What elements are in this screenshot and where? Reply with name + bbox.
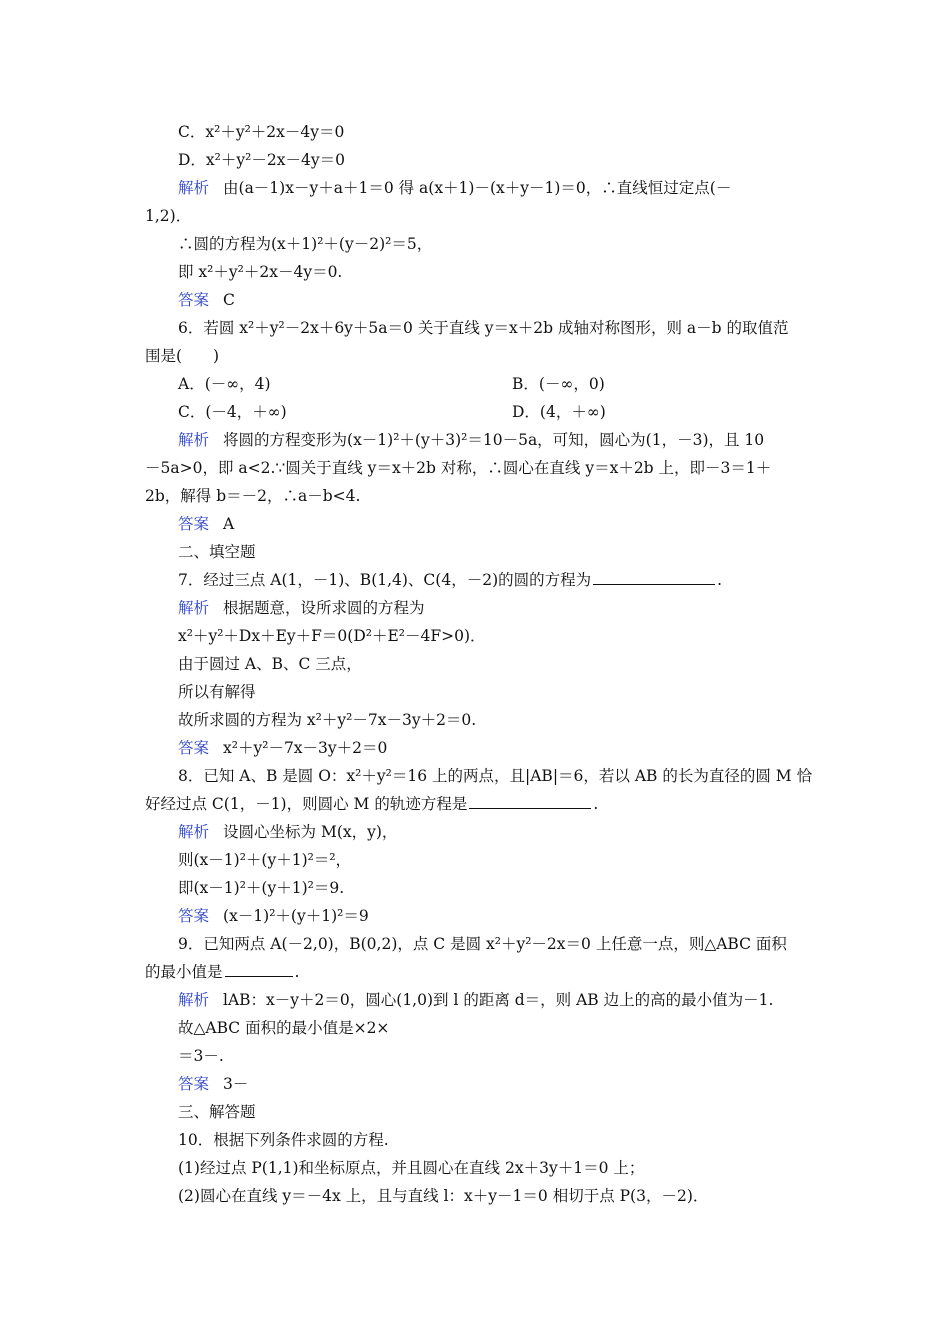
q8-stem-line-1: 8．已知 A、B 是圆 O：x²＋y²＝16 上的两点，且|AB|＝6，若以 AB 的长为直径的圆 M 恰 — [178, 767, 813, 785]
q5-option-c: C．x²＋y²＋2x－4y＝0 — [178, 123, 345, 141]
answer-text: (x－1)²＋(y＋1)²＝9 — [223, 907, 369, 925]
analysis-text: 由(a－1)x－y＋a＋1＝0 得 a(x＋1)－(x＋y－1)＝0，∴直线恒过定点(－ — [223, 179, 732, 197]
q7-analysis-line-3: 由于圆过 A、B、C 三点， — [178, 655, 362, 673]
q10-part-2: (2)圆心在直线 y＝－4x 上，且与直线 l：x＋y－1＝0 相切于点 P(3，－2)． — [178, 1187, 709, 1205]
q7-answer — [178, 737, 818, 759]
answer-blank — [225, 962, 293, 977]
q6-option-c: C．(－4，＋∞) — [178, 403, 287, 421]
answer-label: 答案 — [178, 907, 210, 925]
q6-options-row-1 — [178, 373, 818, 395]
q9-analysis-line-2: 故△ABC 面积的最小值是×2× — [178, 1019, 390, 1037]
q6-stem-line-1: 6．若圆 x²＋y²－2x＋6y＋5a＝0 关于直线 y＝x＋2b 成轴对称图形，则 a－b 的取值范 — [178, 319, 789, 337]
analysis-label: 解析 — [178, 179, 210, 197]
q8-stem-text: 好经过点 C(1，－1)，则圆心 M 的轨迹方程是 — [145, 795, 468, 813]
q6-analysis-line-2: －5a>0，即 a<2.∵圆关于直线 y＝x＋2b 对称，∴圆心在直线 y＝x＋2b 上，即－3＝1＋ — [145, 459, 772, 477]
section-solve: 三、解答题 — [178, 1103, 256, 1121]
analysis-label: 解析 — [178, 823, 210, 841]
q5-analysis-line-1b: 1,2)． — [145, 207, 192, 225]
q6-option-a: A．(－∞，4) — [178, 375, 271, 393]
answer-text: C — [223, 291, 235, 309]
analysis-text: 将圆的方程变形为(x－1)²＋(y＋3)²＝10－5a，可知，圆心为(1，－3)，且 10 — [223, 431, 765, 449]
q9-stem-end: . — [294, 963, 300, 981]
q8-stem-end: . — [593, 795, 599, 813]
q9-stem-text: 的最小值是 — [145, 963, 223, 981]
q8-answer — [178, 905, 818, 927]
q6-answer — [178, 513, 818, 535]
q9-stem-line-2 — [145, 961, 825, 983]
answer-blank — [469, 794, 591, 809]
q7-analysis-line-4: 所以有解得 — [178, 683, 256, 701]
analysis-text: 根据题意，设所求圆的方程为 — [223, 599, 425, 617]
q6-analysis-line-3: 2b，解得 b＝－2，∴a－b<4. — [145, 487, 361, 505]
q6-analysis-line-1 — [178, 429, 818, 451]
q7-analysis-line-5: 故所求圆的方程为 x²＋y²－7x－3y＋2＝0. — [178, 711, 477, 729]
q5-answer — [178, 289, 818, 311]
answer-text: A — [223, 515, 235, 533]
q9-stem-line-1: 9．已知两点 A(－2,0)，B(0,2)，点 C 是圆 x²＋y²－2x＝0 上任意一点，则△ABC 面积 — [178, 935, 787, 953]
analysis-label: 解析 — [178, 599, 210, 617]
q5-analysis-line-2: ∴圆的方程为(x＋1)²＋(y－2)²＝5， — [178, 235, 433, 253]
answer-text: x²＋y²－7x－3y＋2＝0 — [223, 739, 388, 757]
q6-stem-line-2: 围是( ) — [145, 347, 220, 365]
q10-stem: 10．根据下列条件求圆的方程. — [178, 1131, 389, 1149]
q8-stem-line-2 — [145, 793, 825, 815]
q6-option-b: B．(－∞，0) — [512, 375, 605, 393]
q10-part-1: (1)经过点 P(1,1)和坐标原点，并且圆心在直线 2x＋3y＋1＝0 上； — [178, 1159, 645, 1177]
q9-analysis-line-3: ＝3－. — [178, 1047, 224, 1065]
analysis-label: 解析 — [178, 991, 210, 1009]
q8-analysis-line-3: 即(x－1)²＋(y＋1)²＝9. — [178, 879, 345, 897]
section-fill-in: 二、填空题 — [178, 543, 256, 561]
answer-label: 答案 — [178, 291, 210, 309]
q6-options-row-2 — [178, 401, 818, 423]
analysis-text: 设圆心坐标为 M(x，y)， — [223, 823, 398, 841]
answer-label: 答案 — [178, 1075, 210, 1093]
q5-analysis-line-3: 即 x²＋y²＋2x－4y＝0. — [178, 263, 343, 281]
q7-analysis-line-2: x²＋y²＋Dx＋Ey＋F＝0(D²＋E²－4F>0)． — [178, 627, 486, 645]
q5-analysis-line-1 — [178, 177, 818, 199]
q8-analysis-line-2: 则(x－1)²＋(y＋1)²＝²， — [178, 851, 352, 869]
answer-label: 答案 — [178, 739, 210, 757]
answer-label: 答案 — [178, 515, 210, 533]
analysis-label: 解析 — [178, 431, 210, 449]
analysis-text: lAB：x－y＋2＝0，圆心(1,0)到 l 的距离 d＝，则 AB 边上的高的最小值为－1. — [223, 991, 774, 1009]
q7-stem-end: . — [717, 571, 723, 589]
q7-analysis-line-1 — [178, 597, 818, 619]
q8-analysis-line-1 — [178, 821, 818, 843]
q5-option-d: D．x²＋y²－2x－4y＝0 — [178, 151, 345, 169]
q6-option-d: D．(4，＋∞) — [512, 403, 606, 421]
answer-text: 3－ — [223, 1075, 249, 1093]
q7-stem — [178, 569, 818, 591]
q9-analysis-line-1 — [178, 989, 818, 1011]
q9-answer — [178, 1073, 818, 1095]
answer-blank — [593, 570, 715, 585]
q7-stem-text: 7．经过三点 A(1，－1)、B(1,4)、C(4，－2)的圆的方程为 — [178, 571, 592, 589]
